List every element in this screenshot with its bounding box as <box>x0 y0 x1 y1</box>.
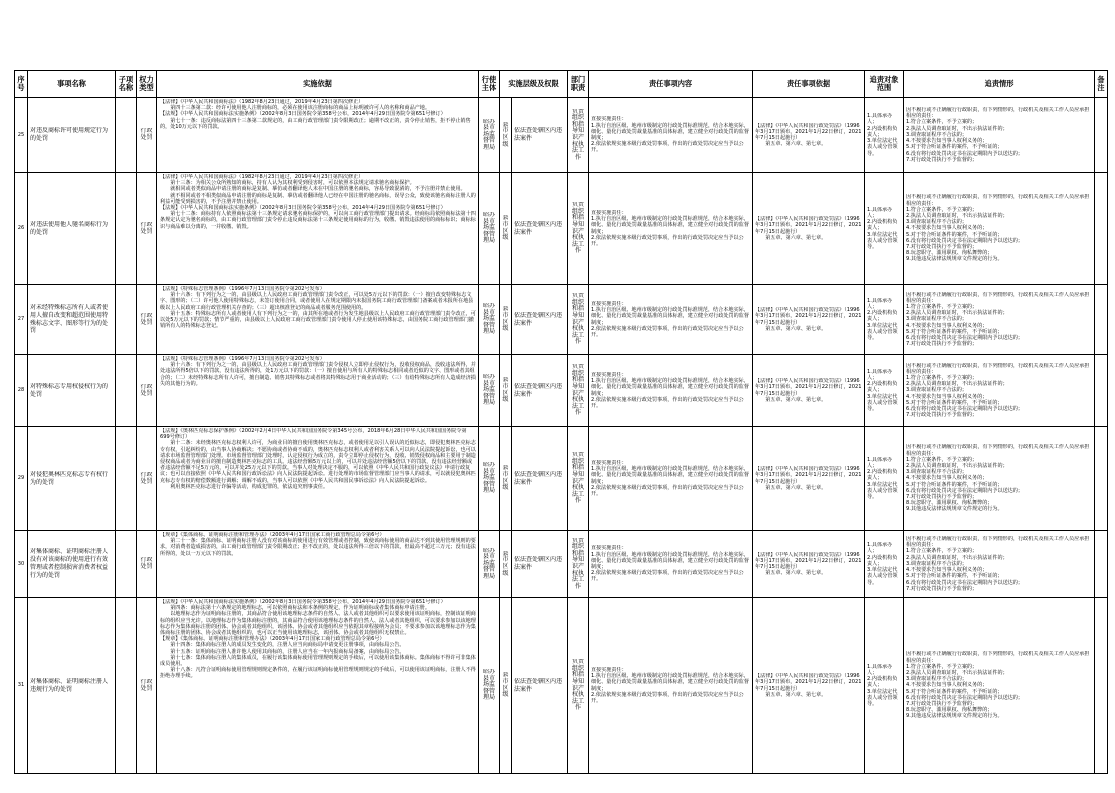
header-level: 实施层级及权限 <box>500 71 568 98</box>
header-situation: 追责情形 <box>904 71 1095 98</box>
row-basis-text: 【法律】《中华人民共和国商标法》（1982年8月23日通过，2019年4月23日第四次修正） 第四十三条第二款：经许可使用他人注册商标的，必须在使用该注册商标的商品上标明被许可人的名称和商品产地。 【法规】《中华人民共和国商标法实施条例》（2002年8月3日国务院令第358号公布，2014年4月29日国务院令第651号修订） 第七十一条：违反商标法第四十三条第二款规定的，由工商行政管理部门责令限期改正；逾期不改正的，责令停止销售，拒不停止销售的，处10万元以下的罚款。 <box>160 99 471 130</box>
row-content-text: 直接实施责任： 1.执行自治区级、地州市级制定的行政处罚标准规范，结合本地实际，细化、量化行政处罚裁量基准的具体标准，建立健全对行政处罚的监督制度； 2.依法依规实施本级行政处罚事项，作出的行政处罚决定应当予以公开。 <box>591 371 749 409</box>
row-dept <box>568 427 589 531</box>
row-level <box>500 285 512 355</box>
row-situation <box>904 427 1095 531</box>
row-situation-text: 因不履行或不正确履行行政职责，有下列情形的，行政机关及相关工作人员应承担相应的责任： 1.符合立案条件，不予立案的； 2.执法人员调查取证时，不出示执法证件的； 3.调查取证程序不合法的； 4.不按要求告知当事人权利义务的； 5.对于符合听证条件的案件，不予听证的； 6.没有将行政处罚决定书在法定期限内予以送达的； 7.对行政处罚执行不予监督的； <box>906 362 1090 419</box>
row-name <box>28 98 116 173</box>
row-seq <box>15 427 28 531</box>
row-resp-basis-text: 【法律】《中华人民共和国行政处罚法》（1996年3月17日颁布，2021年1月22日修订，2021年7月15日起施行） 第五章、第六章、第七章。 <box>755 466 862 491</box>
row-content-text: 直接实施责任： 1.执行自治区级、地州市级制定的行政处罚标准规范，结合本地实际，细化、量化行政处罚裁量基准的具体标准，建立健全对行政处罚的监督制度； 2.依法依规实施本级行政处罚事项，作出的行政处罚决定应当予以公开。 <box>591 116 749 154</box>
row-level-text: 县市区级 <box>502 377 509 404</box>
row-target-text: 1.具体承办人； 2.内设机构负责人； 3.单位法定代表人或分管领导。 <box>867 368 898 412</box>
row-resp-basis-text: 【法律】《中华人民共和国行政处罚法》（1996年3月17日颁布，2021年1月22日修订，2021年7月15日起施行） 第五章、第六章、第七章。 <box>755 307 862 332</box>
row-level-text: 县市区级 <box>502 215 509 242</box>
row-basis <box>157 285 479 355</box>
row-level-text: 县市区级 <box>502 465 509 492</box>
row-scope-text: 依法查处辖区内违法案件 <box>514 556 563 571</box>
row-scope <box>512 427 568 531</box>
row-target-text: 1.具体承办人； 2.内设机构负责人； 3.单位法定代表人或分管领导。 <box>867 542 898 586</box>
row-subject-text: 昭苏县市场监督管理局 <box>482 669 495 702</box>
row-level <box>500 173 512 285</box>
row-basis <box>157 598 479 774</box>
row-subject <box>479 598 500 774</box>
row-scope <box>512 531 568 598</box>
row-content <box>589 173 753 285</box>
row-name-text: 对违反商标许可使用规定行为的处罚 <box>30 127 109 142</box>
row-seq <box>15 173 28 285</box>
row-dept-text: 负责组织和指导知识产权执法工作 <box>572 452 585 505</box>
row-type-text: 行政处罚 <box>140 678 153 692</box>
header-row <box>15 71 1108 98</box>
row-note <box>1095 531 1108 598</box>
row-dept-text: 负责组织和指导知识产权执法工作 <box>572 293 585 346</box>
row-resp-basis <box>753 98 865 173</box>
row-target <box>865 285 904 355</box>
row-level <box>500 98 512 173</box>
row-resp-basis-text: 【法律】《中华人民共和国行政处罚法》（1996年3月17日颁布，2021年1月22日修订，2021年7月15日起施行） 第五章、第六章、第七章。 <box>755 551 862 577</box>
row-situation <box>904 98 1095 173</box>
row-subject-text: 昭苏县市场监督管理局 <box>482 462 495 495</box>
row-note <box>1095 598 1108 774</box>
row-seq-text: 25 <box>17 131 25 138</box>
row-seq-text: 30 <box>17 560 25 567</box>
row-note <box>1095 98 1108 173</box>
row-content-text: 直接实施责任： 1.执行自治区级、地州市级制定的行政处罚标准规范，结合本地实际，细化、量化行政处罚裁量基准的具体标准，建立健全对行政处罚的监督制度； 2.依法依规实施本级行政处罚事项，作出的行政处罚决定应当予以公开。 <box>591 459 749 497</box>
row-seq <box>15 531 28 598</box>
row-situation-text: 因不履行或不正确履行行政职责，有下列情形的，行政机关及相关工作人员应承担相应的责任： 1.符合立案条件，不予立案的； 2.执法人员调查取证时，不出示执法证件的； 3.调查取证程序不合法的； 4.不按要求告知当事人权利义务的； 5.对于符合听证条件的案件，不予听证的； 6.没有将行政处罚决定书在法定期限内予以送达的； 7.对行政处罚执行不予监督的； <box>906 291 1090 348</box>
row-sub <box>116 427 137 531</box>
row-situation-text: 因不履行或不正确履行行政职责，有下列情形的，行政机关及相关工作人员应承担相应的责任： 1.符合立案条件，不予立案的； 2.执法人员调查取证时，不出示执法证件的； 3.调查取证程序不合法的； 4.不按要求告知当事人权利义务的； 5.对于符合听证条件的案件，不予听证的； 6.没有将行政处罚决定书在法定期限内予以送达的； 7.对行政处罚执行不予监督的； 8.玩忽职守、滥用职权、徇私舞弊的； 9.其他违反法律法规规章文件规定的行为。 <box>906 444 1090 513</box>
header-subject: 行使主体 <box>479 71 500 98</box>
row-name <box>28 173 116 285</box>
row-resp-basis-text: 【法律】《中华人民共和国行政处罚法》（1996年3月17日颁布，2021年1月22日修订，2021年7月15日起施行） 第五章、第六章、第七章。 <box>755 378 862 403</box>
row-target-text: 1.具体承办人； 2.内设机构负责人； 3.单位法定代表人或分管领导。 <box>867 297 898 341</box>
row-basis-text: 【法规】《特殊标志管理条例》（1996年7月13日国务院令第202号发布） 第十六条：有下列行为之一的，由县级以上人民政府工商行政管理部门责令改正，可以处5万元以下的罚款：（一）擅自改变特殊标志文字、图形的；（二）许可他人使用特殊标志，未签订使用合同，或者使用人在规定期限内未报国务院工商行政管理部门备案或者未报所在地县级以上人民政府工商行政管理机关存查的；（三）超出核准登记的商品或者服务范围使用的。 第十五条：特殊标志所有人或者使用人有下列行为之一的，由其所在地或者行为发生地县级以上人民政府工商行政管理部门责令改正，可以处5万元以下的罚款；情节严重的，由县级以上人民政府工商行政管理部门责令使用人停止使用该特殊标志，由国务院工商行政管理部门撤销所有人的特殊标志登记。 <box>160 286 476 330</box>
row-basis <box>157 98 479 173</box>
row-scope <box>512 285 568 355</box>
row-dept <box>568 531 589 598</box>
row-seq <box>15 285 28 355</box>
row-subject <box>479 531 500 598</box>
row-situation-text: 因不履行或不正确履行行政职责，有下列情形的，行政机关及相关工作人员应承担相应的责任： 1.符合立案条件，不予立案的； 2.执法人员调查取证时，不出示执法证件的； 3.调查取证程序不合法的； 4.不按要求告知当事人权利义务的； 5.对于符合听证条件的案件，不予听证的； 6.没有将行政处罚决定书在法定期限内予以送达的； 7.对行政处罚执行不予监督的； <box>906 536 1090 592</box>
row-situation-text: 因不履行或不正确履行行政职责，有下列情形的，行政机关及相关工作人员应承担相应的责任： 1.符合立案条件，不予立案的； 2.执法人员调查取证时，不出示执法证件的； 3.调查取证程序不合法的； 4.不按要求告知当事人权利义务的； 5.对于符合听证条件的案件，不予听证的； 6.没有将行政处罚决定书在法定期限内予以送达的； 7.对行政处罚执行不予监督的； 8.玩忽职守、滥用职权、徇私舞弊的； 9.其他违反法律法规规章文件规定的行为。 <box>906 194 1090 263</box>
row-content-text: 直接实施责任： 1.执行自治区级、地州市级制定的行政处罚标准规范，结合本地实际，细化、量化行政处罚裁量基准的具体标准，建立健全对行政处罚的监督制度； 2.依法依规实施本级行政处罚事项，作出的行政处罚决定应当予以公开。 <box>591 666 749 704</box>
row-seq-text: 29 <box>17 475 25 482</box>
header-dept: 部门职责 <box>568 71 589 98</box>
table-row <box>15 531 1108 598</box>
row-dept <box>568 285 589 355</box>
row-subject <box>479 98 500 173</box>
header-type: 权力类型 <box>137 71 157 98</box>
row-situation <box>904 531 1095 598</box>
document-page <box>14 70 1107 774</box>
row-scope-text: 依法查处辖区内违法案件 <box>514 677 563 693</box>
row-subject <box>479 355 500 427</box>
row-sub <box>116 285 137 355</box>
row-note <box>1095 285 1108 355</box>
row-type <box>137 285 157 355</box>
row-type <box>137 173 157 285</box>
row-resp-basis <box>753 531 865 598</box>
header-basis: 实施依据 <box>157 71 479 98</box>
table-row <box>15 598 1108 774</box>
row-note <box>1095 173 1108 285</box>
header-target: 追责对象范围 <box>865 71 904 98</box>
row-dept <box>568 598 589 774</box>
row-basis-text: 【法规】《特殊标志管理条例》（1996年7月13日国务院令第202号发布） 第十六条：有下列行为之一的，由县级以上人民政府工商行政管理部门责令侵权人立即停止侵权行为，没收侵权商品，没收违法所得，并处违法所得5倍以下的罚款，没有违法所得的，处1万元以下的罚款：（一）擅自使用与所有人的特殊标志相同或者近似的文字、图形或者其组合的；（二）未经特殊标志所有人许可，擅自制造、销售其特殊标志或者将其特殊标志用于商业活动的；（三）有给特殊标志所有人造成经济损失的其他行为的。 <box>160 356 476 387</box>
row-content-text: 直接实施责任： 1.执行自治区级、地州市级制定的行政处罚标准规范，结合本地实际，细化、量化行政处罚裁量基准的具体标准，建立健全对行政处罚的监督制度； 2.依法依规实施本级行政处罚事项，作出的行政处罚决定应当予以公开。 <box>591 209 749 247</box>
row-target-text: 1.具体承办人； 2.内设机构负责人； 3.单位法定代表人或分管领导。 <box>867 456 898 500</box>
row-target-text: 1.具体承办人； 2.内设机构负责人； 3.单位法定代表人或分管领导。 <box>867 206 898 250</box>
row-level <box>500 355 512 427</box>
row-name <box>28 598 116 774</box>
row-basis-text: 【法规】《中华人民共和国商标法实施条例》（2002年8月3日国务院令第358号公布，2014年4月29日国务院令第651号修订） 第四条：商标法第十六条规定的地理标志，可以依照商标法和本条例的规定，作为证明商标或者集体商标申请注册。 以地理标志作为证明商标注册的，其商品符合使用该地理标志条件的自然人、法人或者其他组织可以要求使用该证明商标，控制该证明商标的组织应当允许。以地理标志作为集体商标注册的，其商品符合使用该地理标志条件的自然人、法人或者其他组织，可以要求参加以该地理标志作为集体商标注册的团体、协会或者其他组织，该团体、协会或者其他组织应当依据其章程接纳为会员；不要求参加以该地理标志作为集体商标注册的团体、协会或者其他组织的，也可以正当使用该地理标志，该团体、协会或者其他组织无权禁止。 【规章】《集体商标、证明商标注册和管理办法》（2003年4月17日国家工商行政管理总局令第6号） 第十四条：集体商标注册人的成员发生变化的，注册人应当向商标局申请变更注册事项，由商标局公告。 第十五条：证明商标注册人准许他人使用其商标的，注册人应当在一年内报商标局备案，由商标局公告。 第十七条：集体商标注册人的集体成员，在履行该集体商标使用管理规则规定的手续后，可以使用该集体商标。集体商标不得许可非集体成员使用。 第十八条：凡符合证明商标使用管理规则规定条件的，在履行该证明商标使用管理规则规定的手续后，可以使用该证明商标，注册人不得拒绝办理手续。 <box>160 599 476 680</box>
row-basis <box>157 355 479 427</box>
table-row <box>15 173 1108 285</box>
row-type-text: 行政处罚 <box>140 383 153 397</box>
row-target <box>865 598 904 774</box>
row-type-text: 行政处罚 <box>140 557 153 570</box>
header-note: 备注 <box>1095 71 1108 98</box>
responsibility-table <box>14 70 1108 774</box>
row-target <box>865 173 904 285</box>
table-row <box>15 285 1108 355</box>
row-note <box>1095 355 1108 427</box>
header-name: 事项名称 <box>28 71 116 98</box>
row-resp-basis <box>753 355 865 427</box>
row-level-text: 县市区级 <box>502 672 509 699</box>
row-scope <box>512 98 568 173</box>
row-seq-text: 28 <box>17 387 25 394</box>
row-content <box>589 531 753 598</box>
row-seq <box>15 598 28 774</box>
row-basis <box>157 173 479 285</box>
row-content <box>589 355 753 427</box>
row-basis-text: 【法规】《奥林匹克标志保护条例》（2002年2月4日中华人民共和国国务院令第345号公布，2018年6月28日中华人民共和国国务院令第699号修订） 第十二条：未经奥林匹克标志权利人许可，为商业目的擅自使用奥林匹克标志，或者使用足以引人误认的近似标志，即侵犯奥林匹克标志专有权，引起纠纷的，由当事人协商解决；不愿协商或者协商不成的，奥林匹克标志权利人或者利害关系人可以向人民法院提起诉讼，也可以请求市场监督管理部门处理。市场监督管理部门处理时，认定侵权行为成立的，责令立即停止侵权行为，没收、销毁侵权商品和主要用于制造侵权商品或者为商业目的擅自制造奥林匹克标志的工具。违法经营额5万元以上的，可以并处违法经营额5倍以下的罚款，没有违法经营额或者违法经营额不足5万元的，可以并处25万元以下的罚款。当事人对处理决定不服的，可以依照《中华人民共和国行政复议法》申请行政复议；也可以直接依照《中华人民共和国行政诉讼法》向人民法院提起诉讼。进行处理的市场监督管理部门应当事人的请求，可以就侵犯奥林匹克标志专有权的赔偿数额进行调解；调解不成的，当事人可以依照《中华人民共和国民事诉讼法》向人民法院提起诉讼。 利用奥林匹克标志进行诈骗等活动，构成犯罪的，依法追究刑事责任。 <box>160 428 476 490</box>
row-scope <box>512 173 568 285</box>
row-dept <box>568 98 589 173</box>
row-level-text: 县市区级 <box>502 121 509 148</box>
row-content <box>589 427 753 531</box>
row-basis <box>157 531 479 598</box>
table-row <box>15 427 1108 531</box>
row-target <box>865 427 904 531</box>
row-subject-text: 昭苏县市场监督管理局 <box>482 118 495 151</box>
row-name-text: 对集体商标、证明商标注册人违规行为的处罚 <box>30 677 109 693</box>
row-scope <box>512 355 568 427</box>
row-dept-text: 负责组织和指导知识产权执法工作 <box>572 537 585 590</box>
row-situation <box>904 285 1095 355</box>
row-name <box>28 427 116 531</box>
row-name-text: 对侵犯奥林匹克标志专有权行为的处罚 <box>30 470 109 486</box>
row-type <box>137 531 157 598</box>
row-content <box>589 598 753 774</box>
row-target-text: 1.具体承办人； 2.内设机构负责人； 3.单位法定代表人或分管领导。 <box>867 113 898 157</box>
row-subject <box>479 173 500 285</box>
row-dept-text: 负责组织和指导知识产权执法工作 <box>572 202 585 255</box>
row-level <box>500 427 512 531</box>
row-resp-basis <box>753 598 865 774</box>
row-name <box>28 355 116 427</box>
row-seq <box>15 355 28 427</box>
table-row <box>15 98 1108 173</box>
row-type <box>137 98 157 173</box>
row-subject <box>479 427 500 531</box>
row-name-text: 对集体商标、证明商标注册人没有对该商标的使用进行有效管理或者控制损害消费者权益行为的处罚 <box>30 548 109 579</box>
row-scope <box>512 598 568 774</box>
row-resp-basis <box>753 427 865 531</box>
row-dept-text: 负责组织和指导知识产权执法工作 <box>572 108 585 161</box>
row-dept <box>568 355 589 427</box>
row-level-text: 县市区级 <box>502 306 509 333</box>
row-subject-text: 昭苏县市场监督管理局 <box>482 303 495 336</box>
row-situation-text: 因不履行或不正确履行行政职责，有下列情形的，行政机关及相关工作人员应承担相应的责任： 1.符合立案条件，不予立案的； 2.执法人员调查取证时，不出示执法证件的； 3.调查取证程序不合法的； 4.不按要求告知当事人权利义务的； 5.对于符合听证条件的案件，不予听证的； 6.没有将行政处罚决定书在法定期限内予以送达的； 7.对行政处罚执行不予监督的； 8.玩忽职守、滥用职权、徇私舞弊的； 9.其他违反法律法规规章文件规定的行为。 <box>906 651 1090 720</box>
row-subject-text: 昭苏县市场监督管理局 <box>482 374 495 407</box>
row-target-text: 1.具体承办人； 2.内设机构负责人； 3.单位法定代表人或分管领导。 <box>867 663 898 707</box>
row-resp-basis-text: 【法律】《中华人民共和国行政处罚法》（1996年3月17日颁布，2021年1月22日修订，2021年7月15日起施行） 第五章、第六章、第七章。 <box>755 216 862 241</box>
row-sub <box>116 355 137 427</box>
row-type <box>137 355 157 427</box>
row-scope-text: 依法查处辖区内违法案件 <box>514 220 563 236</box>
row-content-text: 直接实施责任： 1.执行自治区级、地州市级制定的行政处罚标准规范，结合本地实际，细化、量化行政处罚裁量基准的具体标准，建立健全对行政处罚的监督制度； 2.依法依规实施本级行政处罚事项，作出的行政处罚决定应当予以公开。 <box>591 300 749 338</box>
row-target <box>865 355 904 427</box>
row-sub <box>116 173 137 285</box>
row-content <box>589 285 753 355</box>
row-level <box>500 531 512 598</box>
row-name <box>28 285 116 355</box>
row-level-text: 县市区级 <box>502 550 509 577</box>
row-content-text: 直接实施责任： 1.执行自治区级、地州市级制定的行政处罚标准规范，结合本地实际，细化、量化行政处罚裁量基准的具体标准，建立健全对行政处罚的监督制度； 2.依法依规实施本级行政处罚事项，作出的行政处罚决定应当予以公开。 <box>591 545 749 583</box>
row-basis <box>157 427 479 531</box>
row-seq <box>15 98 28 173</box>
row-sub <box>116 531 137 598</box>
row-target <box>865 531 904 598</box>
row-name-text: 对违法使用他人驰名商标行为的处罚 <box>30 220 109 236</box>
row-resp-basis-text: 【法律】《中华人民共和国行政处罚法》（1996年3月17日颁布，2021年1月22日修订，2021年7月15日起施行） 第五章、第六章、第七章。 <box>755 122 862 148</box>
header-sub: 子项名称 <box>116 71 137 98</box>
row-basis-text: 【法律】《中华人民共和国商标法》（1982年8月23日通过，2019年4月23日第四次修正） 第十三条：为相关公众所熟知的商标，持有人认为其权利受到侵害时，可以依照本法规定请求驰名商标保护。 就相同或者类似商品申请注册的商标是复制、摹仿或者翻译他人未在中国注册的驰名商标，容易导致混淆的，不予注册并禁止使用。 就不相同或者不相类似商品申请注册的商标是复制、摹仿或者翻译他人已经在中国注册的驰名商标，误导公众，致使该驰名商标注册人的利益可能受到损害的，不予注册并禁止使用。 【法规】《中华人民共和国商标法实施条例》（2002年8月3日国务院令第358号公布，2014年4月29日国务院令第651号修订） 第七十二条：商标持有人依照商标法第十三条规定请求驰名商标保护的，可以向工商行政管理部门提出请求。经商标局依照商标法第十四条规定认定为驰名商标的，由工商行政管理部门责令停止违反商标法第十三条规定使用商标的行为，收缴、销毁违法使用的商标标识；商标标识与商品难以分离的，一并收缴、销毁。 <box>160 174 476 230</box>
row-content <box>589 98 753 173</box>
row-sub <box>116 98 137 173</box>
row-situation <box>904 598 1095 774</box>
row-type-text: 行政处罚 <box>140 221 153 235</box>
table-body <box>15 98 1108 774</box>
header-seq: 序号 <box>15 71 28 98</box>
row-sub <box>116 598 137 774</box>
row-target <box>865 98 904 173</box>
row-name <box>28 531 116 598</box>
row-resp-basis <box>753 173 865 285</box>
row-type-text: 行政处罚 <box>140 128 153 141</box>
row-note <box>1095 427 1108 531</box>
row-seq-text: 31 <box>17 682 25 689</box>
header-content: 责任事项内容 <box>589 71 753 98</box>
row-name-text: 对未经特殊标志所有人或者使用人擅自改变和超范围使用特殊标志文字、图形等行为的处罚 <box>30 303 109 335</box>
row-seq-text: 27 <box>17 316 25 323</box>
row-resp-basis-text: 【法律】《中华人民共和国行政处罚法》（1996年3月17日颁布，2021年1月22日修订，2021年7月15日起施行） 第五章、第六章、第七章。 <box>755 673 862 698</box>
row-type-text: 行政处罚 <box>140 312 153 326</box>
row-scope-text: 依法查处辖区内违法案件 <box>514 127 563 142</box>
row-scope-text: 依法查处辖区内违法案件 <box>514 311 563 327</box>
row-subject-text: 昭苏县市场监督管理局 <box>482 547 495 580</box>
row-subject-text: 昭苏县市场监督管理局 <box>482 212 495 245</box>
row-scope-text: 依法查处辖区内违法案件 <box>514 470 563 486</box>
row-situation-text: 因不履行或不正确履行行政职责，有下列情形的，行政机关及相关工作人员应承担相应的责任： 1.符合立案条件，不予立案的； 2.执法人员调查取证时，不出示执法证件的； 3.调查取证程序不合法的； 4.不按要求告知当事人权利义务的； 5.对于符合听证条件的案件，不予听证的； 6.没有将行政处罚决定书在法定期限内予以送达的； 7.对行政处罚执行不予监督的； <box>906 107 1090 163</box>
row-dept <box>568 173 589 285</box>
row-name-text: 对特殊标志专用权侵权行为的处罚 <box>30 382 109 398</box>
row-basis-text: 【规章】《集体商标、证明商标注册和管理办法》（2003年4月17日国家工商行政管理总局令第6号） 第二十一条：集体商标、证明商标注册人没有对该商标的使用进行有效管理或者控制，致使该商标使用的商品达不到其使用管理规则的要求，对消费者造成损害的，由工商行政管理部门责令限期改正；拒不改正的，处以违法所得三倍以下的罚款，但最高不超过三万元；没有违法所得的，处以一万元以下的罚款。 <box>160 532 476 557</box>
row-dept-text: 负责组织和指导知识产权执法工作 <box>572 659 585 712</box>
row-type <box>137 598 157 774</box>
row-situation <box>904 355 1095 427</box>
row-type <box>137 427 157 531</box>
row-subject <box>479 285 500 355</box>
row-scope-text: 依法查处辖区内违法案件 <box>514 382 563 398</box>
row-situation <box>904 173 1095 285</box>
row-seq-text: 26 <box>17 225 25 232</box>
row-resp-basis <box>753 285 865 355</box>
row-dept-text: 负责组织和指导知识产权执法工作 <box>572 364 585 417</box>
row-type-text: 行政处罚 <box>140 471 153 485</box>
header-resp-basis: 责任事项依据 <box>753 71 865 98</box>
table-row <box>15 355 1108 427</box>
row-level <box>500 598 512 774</box>
